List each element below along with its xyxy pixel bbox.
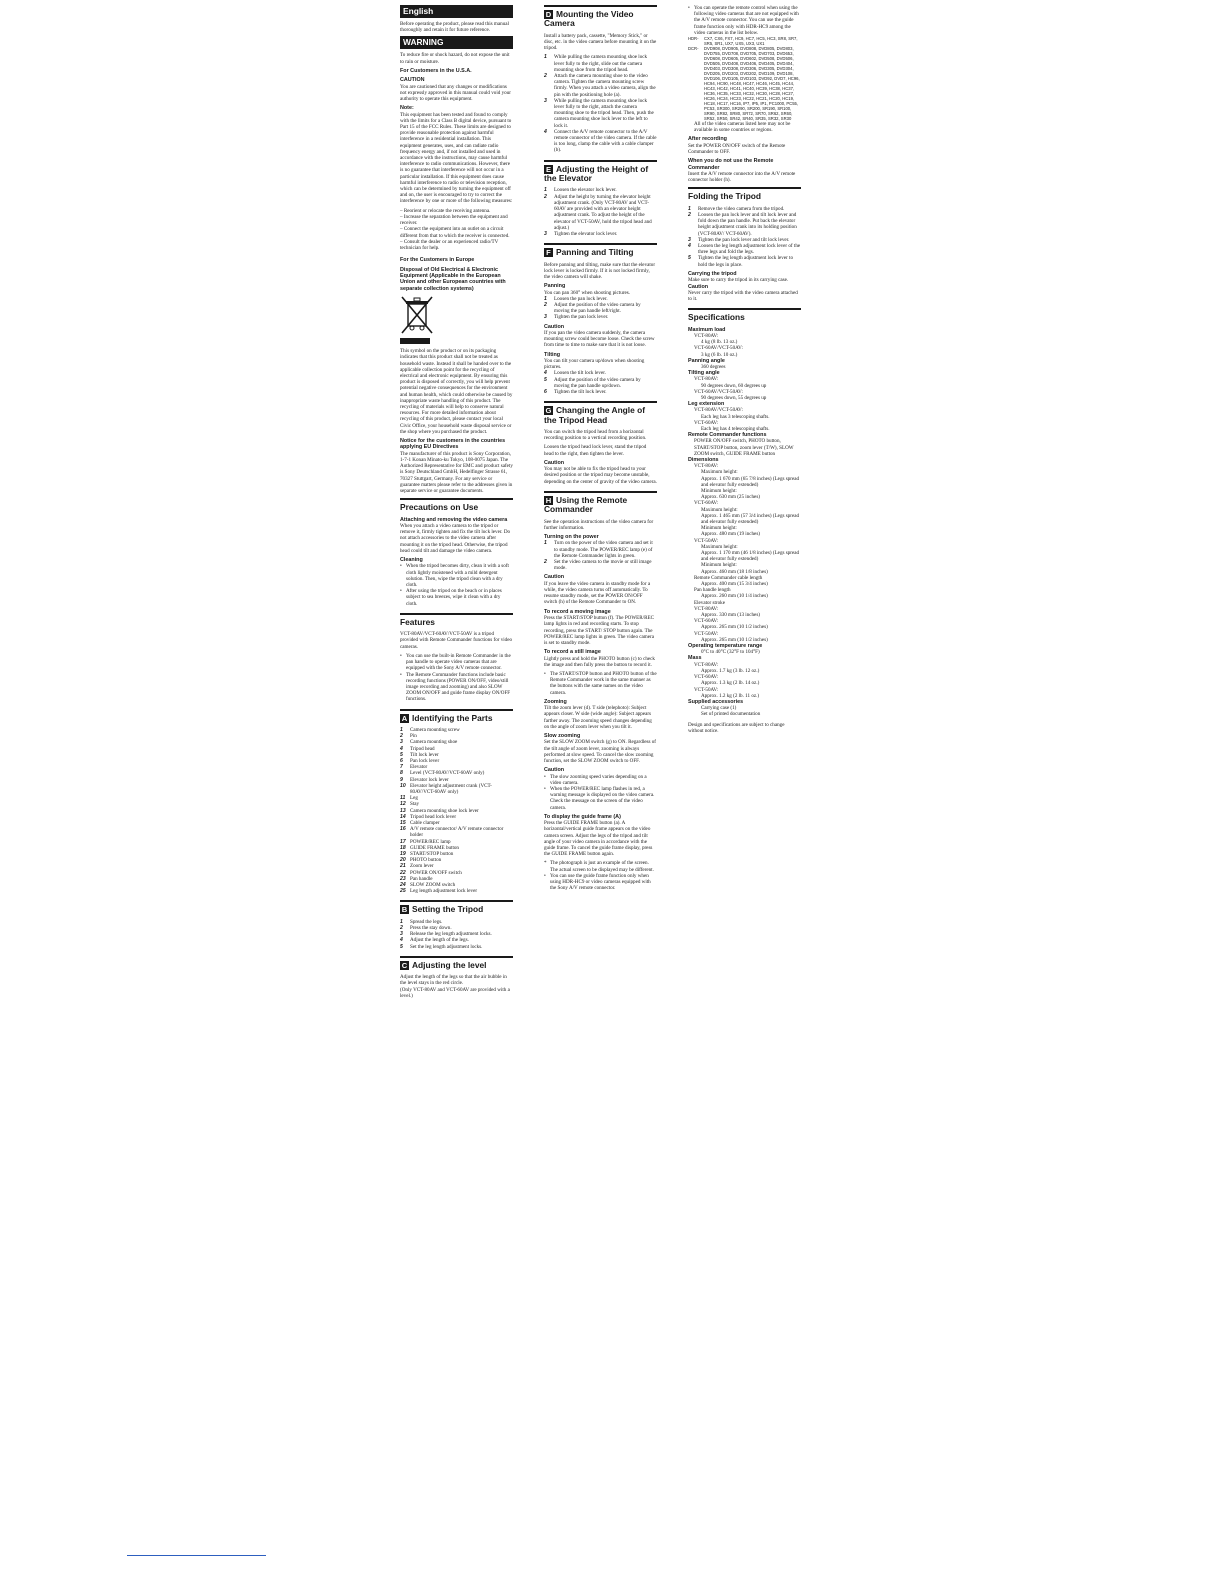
step-text: Pan lock lever (410, 757, 440, 764)
spec-heading: Operating temperature range (688, 643, 763, 650)
spec-model: VCT-80AV/VCT-50AV: (694, 407, 743, 414)
step-number: 2 (544, 301, 547, 308)
spec-model: VCT-50AV: (694, 630, 719, 637)
measure-item: – Consult the dealer or an experienced radio/TV technician for help. (400, 238, 499, 251)
step-text: Adjust the position of the video camera by moving the pan handle up/down. (554, 376, 641, 389)
section-c-note: (Only VCT-80AV and VCT-60AV are provided with a level.) (400, 986, 510, 999)
step-number: 17 (400, 838, 406, 845)
specifications-section (688, 308, 801, 734)
caution-label: CAUTION (400, 77, 425, 84)
step-number: 4 (544, 128, 547, 135)
caution-2-heading: Caution (544, 767, 565, 774)
section-a (400, 709, 513, 895)
spec-heading: Supplied accessories (688, 698, 744, 705)
section-f (544, 243, 657, 395)
step-text: Remove the video camera from the tripod. (698, 205, 785, 212)
step-text: Tripod head (410, 745, 435, 752)
step-text: Tilt lock lever (410, 751, 439, 758)
moving-text: Press the START/STOP button (f). The POWER/REC lamp lights in red and recording starts. To stop recording, press the START/ STOP button again. The POWER/REC lamp lights in green. The video camera is set to standby mode. (544, 615, 654, 646)
step-number: 3 (688, 236, 691, 243)
step-number: 25 (400, 888, 406, 895)
spec-model: VCT-60AV: (694, 419, 719, 426)
step-text: Pin (410, 733, 417, 740)
list-item: • The START/STOP button and PHOTO button of the Remote Commander work in the same manner as the buttons with the same names on the video camera. (544, 670, 657, 696)
step-number: 2 (544, 559, 547, 566)
section-f-intro: Before panning and tilting, make sure that the elevator lock lever is locked firmly. If it is not locked firmly, the video camera will shake. (544, 261, 656, 280)
list-item: • When the POWER/REC lamp flashes in red, a warning message is displayed on the video camera. Check the message on the screen of the video camera. (544, 785, 655, 811)
spec-value: 90 degrees down, 55 degrees up (701, 394, 767, 401)
step-number: 1 (544, 295, 547, 302)
list-item (544, 231, 657, 237)
spec-value: Set of printed documentation (701, 711, 761, 718)
attach-heading: Attaching and removing the video camera (400, 516, 508, 523)
list-item: • When the tripod becomes dirty, clean it with a soft cloth lightly moistened with a mild detergent solution. Then, wipe the tripod clean with a dry cloth. (400, 563, 509, 589)
power-steps (544, 540, 657, 571)
tilting-steps (544, 370, 657, 395)
step-number: 8 (400, 770, 403, 777)
step-text: START/STOP button (410, 850, 454, 857)
step-number: 19 (400, 850, 406, 857)
caution-1-text: If you leave the video camera in standby mode for a while, the video camera turns off automatically. To resume standby mode, set the POWER ON/OFF switch (h) of the Remote Commander to ON. (544, 580, 651, 606)
step-number: 21 (400, 863, 406, 870)
list-item (544, 559, 657, 571)
spec-model: VCT-60AV: (694, 674, 719, 681)
spec-model: VCT-80AV: (694, 661, 719, 668)
step-number: 2 (544, 193, 547, 200)
panning-caution-text: If you pan the video camera suddenly, the camera mounting screw could become loose. Check the screw from time to time to make sure that it is not loose. (544, 329, 655, 349)
panning-heading: Panning (544, 283, 566, 290)
still-heading: To record a still image (544, 649, 601, 656)
section-g-text-2: Loosen the tripod head lock lever, stand the tripod head to the right, then tighten the lever. (544, 444, 647, 457)
step-number: 10 (400, 782, 406, 789)
spec-model: VCT-60AV/VCT-50AV: (694, 345, 743, 352)
notuse-text: Insert the A/V remote connector into the A/V remote connector holder (h). (688, 171, 796, 184)
language-label: English (400, 5, 513, 18)
step-number: 6 (544, 388, 547, 395)
section-h (544, 491, 657, 892)
caution-1-heading: Caution (544, 574, 565, 581)
step-text: Loosen the elevator lock lever. (554, 187, 617, 194)
step-number: 1 (544, 54, 547, 61)
zoom-text: Tilt the zoom lever (d). T side (telephoto): Subject appears closer. W side (wide angle): Subject appears farther away. The zooming speed changes depending on the angle of zoom lever when you tilt it. (544, 705, 652, 730)
section-c-text: Adjust the length of the legs so that the air bubble in the level stays in the red circle. (400, 974, 507, 987)
step-text: Camera mounting screw (410, 726, 460, 733)
precautions-section (400, 498, 513, 607)
step-number: 16 (400, 826, 406, 833)
attach-text: When you attach a video camera to the tripod or remove it, firmly tighten and fix the tilt lock lever. Do not attach accessories to the video camera after mounting it on the tripod head. Otherwise, the tripod head could tilt and damage the video camera. (400, 523, 511, 554)
step-text: Loosen the leg length adjustment lock lever of the three legs and fold the legs. (698, 243, 801, 256)
step-number: 22 (400, 869, 406, 876)
spec-value: 0°C to 40°C (32°F to 104°F) (701, 649, 760, 656)
section-c (400, 956, 513, 999)
spec-model: VCT-60AV/VCT-50AV: (694, 388, 743, 395)
section-d-heading: D Mounting the Video Camera (544, 9, 634, 29)
intro-text: Before operating the product, please read this manual thoroughly and retain it for future reference. (400, 21, 509, 34)
step-number: 1 (544, 187, 547, 194)
list-item (688, 212, 801, 237)
step-text: Zoom lever (410, 863, 434, 870)
step-number: 6 (400, 757, 403, 764)
features-heading: Features (400, 616, 435, 627)
section-g-text-1: You can switch the tripod head from a horizontal recording position to a vertical recording position. (544, 429, 647, 442)
model-list-hdr: HDR- CX7, CX6, FX7, HC9, HC7, HC5, HC3, SR8, SR7, SR5, SR1, UX7, UX5, UX3, UX1 (688, 36, 798, 47)
after-text: Set the POWER ON/OFF switch of the Remote Commander to OFF. (688, 142, 786, 156)
weee-bar (400, 338, 430, 344)
slow-heading: Slow zooming (544, 732, 581, 739)
warning-text: To reduce fire or shock hazard, do not expose the unit to rain or moisture. (400, 52, 510, 65)
folding-caution-heading: Caution (688, 283, 709, 290)
spec-value: Each leg has 3 telescoping shafts. (701, 413, 770, 420)
measure-item: – Reorient or relocate the receiving antenna. (400, 207, 491, 214)
panning-intro: You can pan 360° when shooting pictures. (544, 289, 630, 296)
step-number: 23 (400, 875, 406, 882)
step-text: Cable clamper (410, 819, 440, 826)
spec-value: Minimum height: (701, 525, 737, 532)
spec-footnote: Design and specifications are subject to change without notice. (688, 721, 785, 734)
step-text: A/V remote connector/ A/V remote connector holder (410, 826, 504, 839)
step-number: 4 (544, 370, 547, 377)
spec-value: Carrying case (1) (701, 705, 737, 712)
guide-heading: To display the guide frame (A) (544, 813, 621, 820)
europe-heading: For the Customers in Europe (400, 257, 475, 264)
spec-model: VCT-50AV: (694, 686, 719, 693)
spec-value: Approx. 1.3 kg (2 lb. 14 oz.) (701, 680, 760, 687)
elevator-steps (544, 187, 657, 237)
spec-value: 3 kg (6 lb. 10 oz.) (701, 351, 738, 358)
list-item (544, 389, 657, 395)
step-number: 24 (400, 882, 406, 888)
step-number: 9 (400, 776, 403, 783)
step-text: Adjust the length of the legs. (410, 937, 469, 944)
step-number: 18 (400, 844, 406, 851)
step-number: 5 (400, 751, 403, 758)
step-number: 3 (544, 230, 547, 237)
step-number: 4 (400, 745, 403, 752)
step-number: 2 (400, 925, 403, 932)
spec-list (688, 327, 801, 718)
footer-rule (127, 1555, 266, 1556)
spec-model: Pan handle length (694, 587, 731, 594)
step-number: 5 (544, 376, 547, 383)
step-text: POWER ON/OFF switch (410, 869, 462, 876)
step-text: Pan handle (410, 875, 433, 882)
step-text: Elevator (410, 764, 428, 771)
step-number: 14 (400, 813, 406, 820)
section-d-intro: Install a battery pack, cassette, "Memory Stick," or disc, etc. in the video camera before mounting it on the tripod. (544, 32, 657, 52)
spec-model: VCT-80AV: (694, 332, 719, 339)
usa-heading: For Customers in the U.S.A. (400, 67, 472, 74)
spec-heading: Remote Commander functions (688, 432, 767, 439)
step-text: Turn on the power of the video camera and set it to standby mode. The POWER/REC lamp (e) of the Remote Commander lights in green. (554, 540, 653, 559)
step-text: Level (VCT-80AV/VCT-60AV only) (410, 770, 485, 777)
folding-section (688, 187, 801, 302)
step-text: Tripod head lock lever (410, 813, 457, 820)
step-text: Tighten the pan lock lever. (554, 314, 609, 321)
list-item (544, 73, 657, 98)
folding-heading: Folding the Tripod (688, 191, 762, 202)
step-number: 4 (400, 937, 403, 944)
eu-heading: Notice for the customers in the countries applying EU Directives (400, 437, 506, 451)
step-text: Elevator height adjustment crank (VCT-80AV/VCT-60AV only) (410, 782, 492, 795)
features-intro: VCT-80AV/VCT-60AV/VCT-50AV is a tripod provided with Remote Commander functions for video cameras. (400, 631, 513, 650)
folding-caution-text: Never carry the tripod with the video camera attached to it. (688, 289, 798, 303)
step-text: PHOTO button (410, 857, 442, 864)
section-e-heading: E Adjusting the Height of the Elevator (544, 163, 649, 184)
step-number: 4 (688, 243, 691, 250)
section-g (544, 401, 657, 485)
list-item (400, 783, 513, 795)
carrying-text: Make sure to carry the tripod in its carrying case. (688, 277, 789, 284)
section-f-heading: F Panning and Tilting (544, 248, 657, 257)
slow-text: Set the SLOW ZOOM switch (g) to ON. Regardless of the tilt angle of zoom lever, zooming is always performed at slow speed. To cancel the slow zooming function, set the SLOW ZOOM switch to OFF. (544, 739, 656, 764)
step-number: 3 (544, 97, 547, 104)
section-c-heading: C Adjusting the level (401, 959, 487, 970)
folding-steps (688, 206, 801, 268)
step-number: 3 (400, 931, 403, 938)
spec-model: VCT-60AV: (694, 618, 719, 625)
mounting-steps (544, 54, 657, 153)
step-text: GUIDE FRAME button (410, 844, 459, 851)
spec-value: Minimum height: (701, 488, 737, 494)
section-g-heading: G Changing the Angle of the Tripod Head (544, 405, 646, 425)
spec-value: Approx. 1 465 mm (57 3/4 inches) (Legs spread and elevator fully extended) (701, 512, 800, 526)
spec-heading: Maximum load (688, 326, 726, 333)
tilting-intro: You can tilt your camera up/down when shooting pictures. (544, 357, 645, 371)
list-item (544, 377, 657, 389)
eu-text: The manufacturer of this product is Sony Corporation, 1-7-1 Konan Minato-ku Tokyo, 108-0075 Japan. The Authorized Representative for EMC and product safety is Sony Deutschland GmbH, Hedelfinger Strasse 61, 70327 Stuttgart, Germany. For any service or guarantee matters please refer to the addresses given in separate service or guarantee documents. (400, 450, 513, 495)
disposal-heading: Disposal of Old Electrical & Electronic Equipment (Applicable in the European Union and other European countries with separate collection systems) (400, 266, 506, 292)
spec-value: Maximum height: (701, 506, 738, 513)
list-item (544, 540, 657, 559)
spec-heading: Panning angle (688, 357, 725, 364)
list-item (688, 255, 801, 267)
list-item: * The photograph is just an example of the screen. The actual screen to be displayed may be different. (544, 860, 654, 873)
step-text: POWER/REC lamp (410, 838, 451, 845)
list-item: • You can use the built-in Remote Commander in the pan handle to operate video cameras that are equipped with the Sony A/V remote connector. (400, 652, 511, 672)
spec-value: Approx. 260 mm (10 1/4 inches) (701, 593, 768, 600)
step-number: 2 (400, 733, 403, 740)
section-g-caution-text: You may not be able to fix the tripod head to your desired position or the tripod may become unstable, depending on the center of gravity of the video camera. (544, 466, 657, 485)
list-item: • The Remote Commander functions include basic recording functions (POWER ON/OFF, video/still image recording and zooming) and also SLOW ZOOM ON/OFF and guide frame display ON/OFF functions. (400, 671, 511, 703)
spec-model: VCT-60AV: (694, 500, 719, 507)
guide-text: Press the GUIDE FRAME button (a). A horizontal/vertical guide frame appears on the video camera screen. Adjust the legs of the tripod and tilt angle of your video camera in accordance with the guide frame. To cancel the guide frame display, press the GUIDE FRAME button again. (544, 820, 653, 858)
spec-heading: Tilting angle (688, 370, 720, 377)
step-text: Stay (410, 801, 420, 808)
warning-label: WARNING (400, 36, 513, 49)
spec-value: Approx. 1.2 kg (2 lb. 11 oz.) (701, 692, 760, 699)
spec-value: Maximum height: (701, 469, 738, 476)
step-text: SLOW ZOOM switch (410, 882, 456, 888)
list-item: • You can use the guide frame function only when using HDR-HC9 or video cameras equipped with the Sony A/V remote connector. (544, 872, 651, 892)
spec-value: 4 kg (8 lb. 13 oz.) (701, 339, 738, 346)
list-item (544, 302, 657, 314)
spec-model: VCT-50AV: (694, 537, 719, 544)
spec-model: VCT-80AV: (694, 463, 719, 470)
column-3 (688, 5, 801, 740)
spec-model: VCT-80AV: (694, 376, 719, 383)
crossed-bin-icon (400, 295, 434, 335)
spec-value: Approx. 265 mm (10 1/2 inches) (701, 636, 768, 643)
list-item: • After using the tripod on the beach or in places subject to sea breezes, wipe it clean with a dry cloth. (400, 588, 502, 607)
list-item (688, 243, 801, 255)
step-text: Elevator lock lever (410, 776, 449, 783)
step-text: Adjust the position of the video camera by moving the pan handle left/right. (554, 301, 641, 315)
notuse-heading: When you do not use the Remote Commander (688, 158, 774, 171)
step-number: 2 (544, 73, 547, 80)
step-text: Release the leg length adjustment locks. (410, 931, 492, 938)
after-heading: After recording (688, 136, 727, 143)
step-number: 2 (688, 212, 691, 219)
step-number: 3 (544, 314, 547, 321)
moving-heading: To record a moving image (544, 608, 611, 615)
spec-model: Remote Commander cable length (694, 574, 763, 581)
section-b-heading: B Setting the Tripod (401, 904, 484, 915)
list-item (400, 826, 513, 838)
section-b (400, 900, 513, 949)
measures-list (400, 208, 513, 251)
measure-item: – Increase the separation between the equipment and receiver. (400, 213, 508, 227)
caution-text: You are cautioned that any changes or modifications not expressly approved in this manual could void your authority to operate this equipment. (400, 83, 511, 103)
spec-value: Each leg has 4 telescoping shafts. (701, 425, 770, 432)
step-text: Press the stay down. (410, 925, 452, 932)
step-text: Set the video camera to the movie or still image mode. (554, 559, 652, 572)
spec-value: Approx. 1.7 kg (3 lb. 12 oz.) (701, 667, 760, 674)
step-text: Set the leg length adjustment locks. (410, 943, 483, 950)
list-item (400, 888, 513, 894)
list-item (400, 944, 513, 950)
list-item (544, 129, 657, 154)
step-text: Leg (410, 795, 418, 802)
section-a-heading: A Identifying the Parts (401, 712, 493, 723)
step-number: 1 (400, 726, 403, 733)
spec-model: Elevator stroke (694, 599, 725, 606)
list-item (544, 54, 657, 73)
spec-value: 90 degrees down, 60 degrees up (701, 382, 767, 389)
spec-heading: Mass (688, 655, 702, 662)
section-h-intro: See the operation instructions of the video camera for further information. (544, 518, 654, 531)
setup-steps (400, 919, 513, 950)
panning-caution-heading: Caution (544, 323, 565, 330)
step-number: 1 (400, 918, 403, 925)
note-label: Note: (400, 105, 414, 112)
step-text: Connect the A/V remote connector to the A/V remote connector of the video camera. If the cable is too long, clamp the cable with a cable clamper (b). (554, 128, 657, 154)
power-heading: Turning on the power (544, 534, 599, 541)
spec-value: Approx. 460 mm (18 1/8 inches) (701, 568, 768, 575)
spec-value: Approx. 630 mm (25 inches) (701, 494, 760, 501)
step-text: Tighten the pan lock lever and tilt lock lever. (698, 236, 790, 243)
step-text: Loosen the pan lock lever. (554, 295, 608, 302)
step-text: Loosen the tilt lock lever. (554, 370, 606, 377)
step-text: Loosen the pan lock lever and tilt lock lever and fold down the pan handle. Put back the elevator height adjustment crank into its holding position (VCT-80AV/ VCT-60AV). (698, 212, 797, 237)
parts-list (400, 727, 513, 894)
zoom-heading: Zooming (544, 698, 567, 705)
tilting-heading: Tilting (544, 351, 561, 358)
spec-value: Approx. 1 670 mm (65 7/8 inches) (Legs spread and elevator fully extended) (701, 475, 800, 488)
step-number: 20 (400, 857, 406, 864)
step-text: Camera mounting shoe (410, 739, 458, 746)
features-section (400, 613, 513, 703)
step-number: 5 (400, 943, 403, 950)
models-note: All of the video cameras listed here may not be available in some countries or regions. (694, 121, 791, 134)
spec-value: Approx. 480 mm (19 inches) (701, 531, 760, 538)
list-item (544, 98, 657, 129)
step-number: 3 (400, 739, 403, 746)
step-text: Tighten the elevator lock lever. (554, 230, 618, 237)
measure-item: – Connect the equipment into an outlet on a circuit different from that to which the receiver is connected. (400, 226, 510, 239)
list-item (544, 314, 657, 320)
note-text: This equipment has been tested and found to comply with the limits for a Class B digital device, pursuant to Part 15 of the FCC Rules. These limits are designed to provide reasonable protection against harmful interference in a residential installation. This equipment generates, uses, and can radiate radio frequency energy and, if not installed and used in accordance with the instructions, may cause harmful interference to radio communications. However, there is no guarantee that interference will not occur in a particular installation. If this equipment does cause harmful interference to radio or television reception, which can be determined by turning the equipment off and on, the user is encouraged to try to correct the interference by one or more of the following measures: (400, 111, 513, 205)
spec-value: Approx. 1 170 mm (46 1/8 inches) (Legs spread and elevator fully extended) (701, 550, 800, 563)
step-number: 1 (688, 205, 691, 212)
spec-value: Approx. 400 mm (15 3/4 inches) (701, 581, 768, 588)
step-number: 15 (400, 819, 406, 826)
column-1 (400, 5, 513, 1005)
cleaning-heading: Cleaning (400, 557, 423, 564)
step-text: Adjust the height by turning the elevator height adjustment crank. (Only VCT-80AV and VCT-60AV are provided with an elevator height adjustment crank. To adjust the height of the elevator of VCT-50AV, hold the tripod head and adjust.) (554, 193, 652, 231)
section-g-caution-heading: Caution (544, 459, 565, 466)
step-text: While pulling the camera mounting shoe lock lever fully to the right, attach the camera mounting shoe to the tripod head. Then, push the camera mounting shoe lock lever to the left to lock it. (554, 97, 654, 129)
spec-model: VCT-80AV: (694, 605, 719, 612)
spec-heading: Leg extension (688, 401, 725, 408)
list-item: • You can operate the remote control when using the following video cameras that are not equipped with the A/V remote connector. You can use the guide frame function only with HDR-HC9 among the video cameras in the list below. (688, 5, 799, 36)
step-text: Leg length adjustment lock lever (410, 888, 478, 895)
step-text: Tighten the leg length adjustment lock lever to hold the legs in place. (698, 255, 794, 268)
step-text: Camera mounting shoe lock lever (410, 807, 479, 814)
step-text: Tighten the tilt lock lever. (554, 388, 607, 395)
step-text: While pulling the camera mounting shoe lock lever fully to the right, slide out the camera mounting shoe from the tripod head. (554, 54, 648, 73)
section-d (544, 5, 657, 154)
spec-value: Minimum height: (701, 562, 737, 569)
spec-value: Approx. 330 mm (13 inches) (701, 612, 760, 619)
spec-value: 360 degrees (701, 363, 726, 370)
list-item (544, 194, 657, 231)
step-number: 13 (400, 807, 406, 814)
still-text: Lightly press and hold the PHOTO button (c) to check the image and then fully press the button to record it. (544, 655, 655, 668)
specifications-heading: Specifications (688, 312, 745, 323)
step-text: Attach the camera mounting shoe to the video camera. Tighten the camera mounting screw firmly. When you attach a video camera, align the pin with the positioning hole (a). (554, 73, 656, 98)
step-number: 5 (688, 255, 691, 262)
step-number: 12 (400, 801, 406, 808)
spec-model: POWER ON/OFF switch, PHOTO button, START/STOP button, zoom lever (T/W), SLOW ZOOM switch, GUIDE FRAME button (694, 438, 794, 457)
model-list-dcr: DCR- DVD908, DVD905, DVD808, DVD805, DVD803, DVD755, DVD708, DVD705, DVD703, DVD653, DVD608, DVD605, DVD602, DVD508, DVD506, DVD505, DVD408, DVD406, DVD405, DVD404, DVD403, DVD308, DVD306, DVD305, DVD304, DVD205, DVD203, DVD202, DVD109, DVD108, DVD106, DVD105, DVD103, DVD92, DVD7, HC96, HC94, HC90, HC48, HC47, HC46, HC45, HC44, HC43, HC42, HC41, HC40, HC39, HC38, HC37, HC36, HC35, HC33, HC32, HC30, HC28, HC27, HC26, HC24, HC23, HC22, HC21, HC20, HC19, HC18, HC17, HC16, IP7, IP5, IP1, PC1000, PC55, PC53, SR300, SR290, SR200, SR190, SR100, SR90, SR82, SR80, SR72, SR70, SR62, SR60, SR52, SR50, SR42, SR40, SR35, SR32, SR30 (688, 46, 800, 122)
precautions-heading: Precautions on Use (400, 502, 479, 513)
section-e (544, 160, 657, 237)
panning-steps (544, 296, 657, 321)
step-number: 1 (544, 540, 547, 547)
step-number: 7 (400, 764, 403, 771)
spec-value: Maximum height: (701, 543, 738, 550)
spec-heading: Dimensions (688, 456, 719, 463)
section-h-heading: H Using the Remote Commander (544, 494, 628, 515)
carrying-heading: Carrying the tripod (688, 270, 737, 277)
disposal-text: This symbol on the product or on its packaging indicates that this product shall not be treated as household waste. Instead it shall be handed over to the applicable collection point for the recycling of electrical and electronic equipment. By ensuring this product is disposed of correctly, you will help prevent potential negative consequences for the environment and human health, which could otherwise be caused by inappropriate waste handling of this product. The recycling of materials will help to conserve natural resources. For more detailed information about recycling of this product, please contact your local Civic Office, your household waste disposal service or the shop where you purchased the product. (400, 348, 513, 435)
spec-value: Approx. 265 mm (10 1/2 inches) (701, 624, 768, 631)
step-number: 11 (400, 795, 406, 802)
column-2 (544, 5, 657, 897)
step-text: Spread the legs. (410, 918, 443, 925)
list-item: • The slow zooming speed varies depending on a video camera. (544, 773, 647, 786)
